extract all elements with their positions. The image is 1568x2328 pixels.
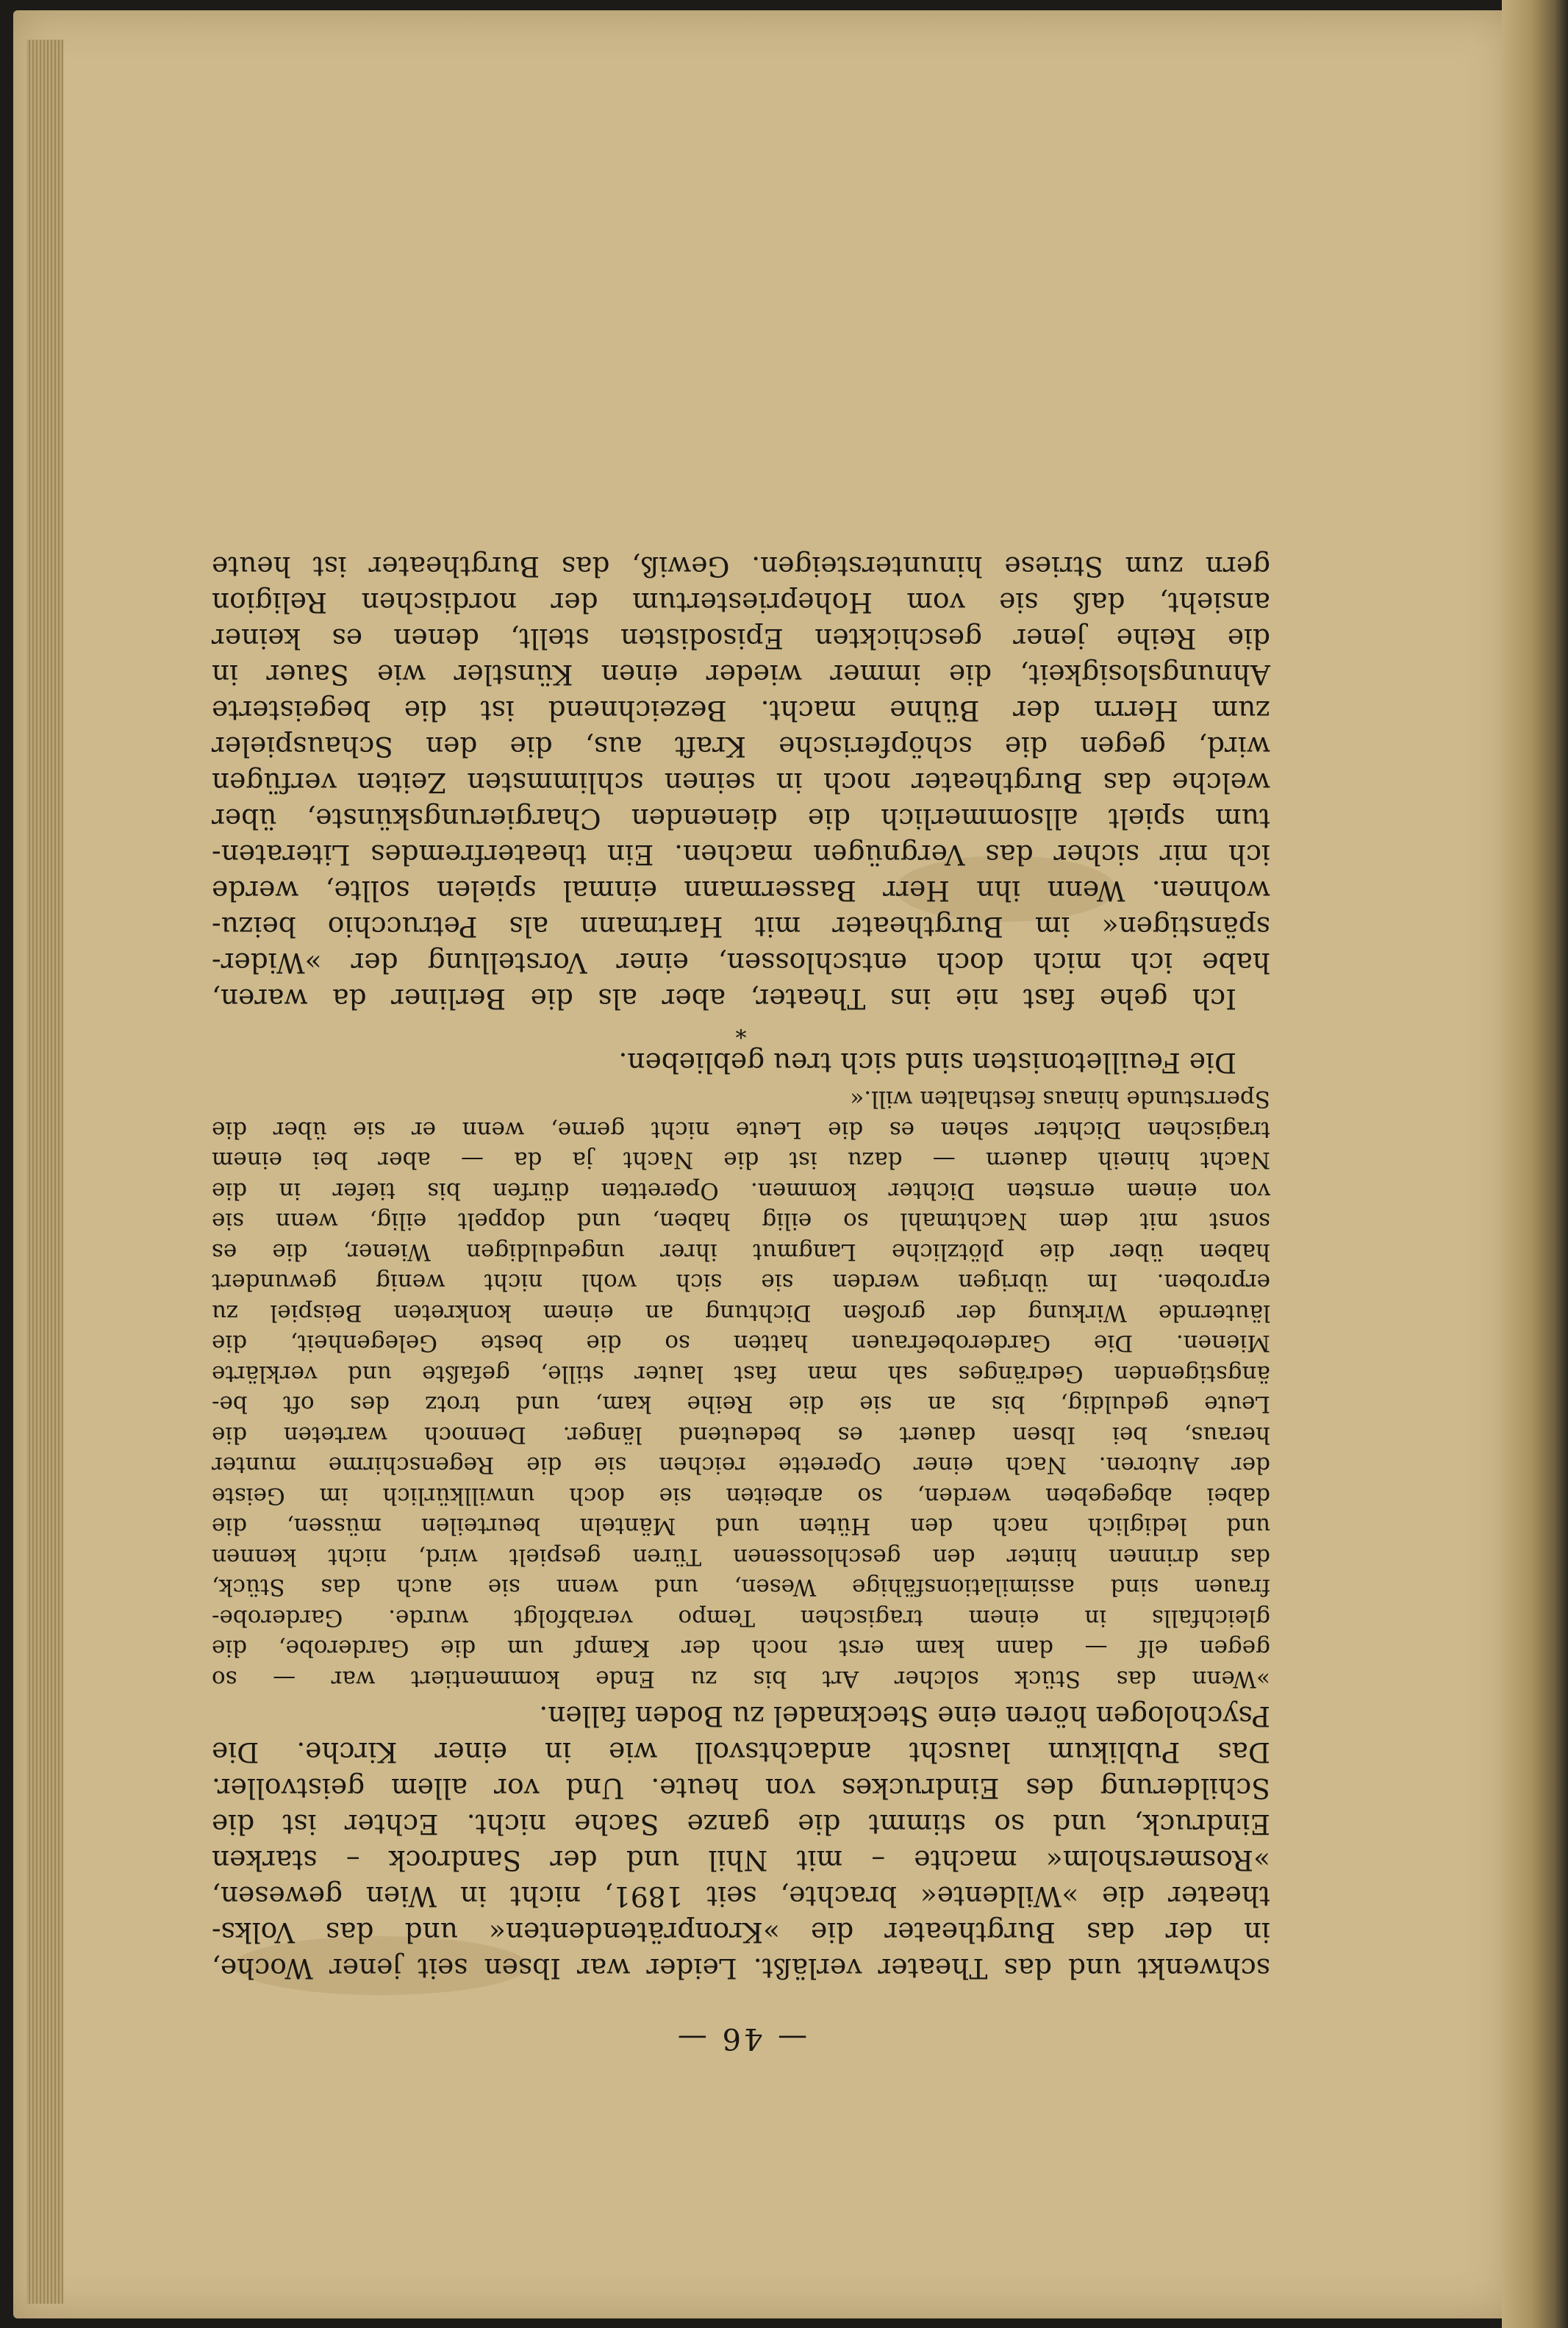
text-line: »Rosmersholm« machte – mit Nhil und der Sandrock – starken <box>212 1844 1270 1877</box>
text-line: heraus, bei Ibsen dauert es bedeutend länger. Dennoch warteten die <box>212 1422 1270 1448</box>
text-line: Nacht hineih dauern — dazu ist die Nacht ja da — aber bei einem <box>212 1147 1270 1174</box>
paragraph-1 <box>212 1698 1270 1986</box>
text-line: spänstigen« im Burgtheater mit Hartmann als Petrucchio beizu- <box>212 911 1270 943</box>
printed-text-block <box>212 276 1270 2055</box>
text-line: Ahnungslosigkeit, die immer wieder einen Künstler wie Sauer in <box>212 659 1270 691</box>
text-line: schwenkt und das Theater verläßt. Leider war Ibsen seit jener Woche, <box>212 1952 1270 1985</box>
text-line: tum spielt allsommerlich die dienenden Chargierungskünste, über <box>212 803 1270 835</box>
text-line: tragischen Dichter sehen es die Leute nicht gerne, wenn er sie über die <box>212 1117 1270 1143</box>
section-separator: * <box>735 1017 747 1042</box>
text-line: in der das Burgtheater die »Kronprätendenten« und das Volks- <box>212 1916 1270 1949</box>
text-line: Das Publikum lauscht andachtsvoll wie in einer Kirche. Die <box>212 1736 1270 1769</box>
text-line: theater die »Wildente« brachte, seit 1891, nicht in Wien gewesen, <box>212 1880 1270 1913</box>
text-line: wohnen. Wenn ihn Herr Bassermann einmal spielen sollte, werde <box>212 875 1270 907</box>
book-page <box>13 10 1513 2318</box>
closing-line-paragraph <box>212 1045 1270 1081</box>
text-line: die Reihe jener geschickten Episodisten stellt, denen es keiner <box>212 623 1270 655</box>
text-line: sonst mit dem Nachtmahl so eilig haben, und doppelt eilig, wenn sie <box>212 1208 1270 1235</box>
book-binding-edge <box>1502 0 1568 2328</box>
text-line: »Wenn das Stück solcher Art bis zu Ende kommentiert war — so <box>212 1666 1270 1692</box>
text-line: Psychologen hören eine Stecknadel zu Boden fallen. <box>539 1700 1270 1733</box>
text-line: Eindruck, und so stimmt die ganze Sache nicht. Echter ist die <box>212 1808 1270 1841</box>
text-line: Leute geduldig, bis an sie die Reihe kam, und trotz des oft be- <box>212 1391 1270 1418</box>
text-line: ansieht, daß sie vom Hohepriestertum der nordischen Religion <box>212 587 1270 619</box>
text-line: dabei abgegeben werden, so arbeiten sie doch unwillkürlich im Geiste <box>212 1483 1270 1509</box>
text-line: frauen sind assimilationsfähige Wesen, und wenn sie auch das Stück, <box>212 1574 1270 1601</box>
text-line: zum Herrn der Bühne macht. Bezeichnend ist die begeisterte <box>212 695 1270 727</box>
quoted-paragraph <box>212 1084 1270 1694</box>
text-line: welche das Burgtheater noch in seinen schlimmsten Zeiten verfügen <box>212 767 1270 799</box>
paragraph-2 <box>212 548 1270 1017</box>
text-line: ängstigenden Gedränges sah man fast lauter stille, gefaßte und verklärte <box>212 1361 1270 1387</box>
text-line: ich mir sicher das Vergnügen machen. Ein theaterfremdes Literaten- <box>212 839 1270 871</box>
text-line: das drinnen hinter den geschlossenen Türen gespielt wird, nicht kennen <box>212 1544 1270 1570</box>
text-line: gegen elf — dann kam erst noch der Kampf um die Garderobe, die <box>212 1635 1270 1662</box>
text-line: erproben. Im übrigen werden sie sich wohl nicht wenig gewundert <box>212 1269 1270 1296</box>
text-line: habe ich mich doch entschlossen, einer Vorstellung der »Wider- <box>212 947 1270 979</box>
page-edges <box>26 40 63 2304</box>
text-line: Schilderung des Eindruckes von heute. Und vor allem geistvoller. <box>212 1772 1270 1805</box>
text-line: der Autoren. Nach einer Operette reichen sie die Regenschirme munter <box>212 1452 1270 1479</box>
text-line: wird, gegen die schöpferische Kraft aus, die den Schauspieler <box>212 731 1270 763</box>
text-line: Sperrstunde hinaus festhalten will.« <box>850 1086 1270 1113</box>
text-line: und lediglich nach den Hüten und Mänteln beurteilen müssen, die <box>212 1513 1270 1540</box>
text-line: Mienen. Die Garderobefrauen hatten so die beste Gelegenheit, die <box>212 1330 1270 1357</box>
text-line: gern zum Striese hinuntersteigen. Gewiß, das Burgtheater ist heute <box>212 551 1270 583</box>
text-line: gleichfalls in einem tragischen Tempo verabfolgt wurde. Garderobe- <box>212 1605 1270 1631</box>
page-number: — 46 — <box>674 2021 808 2055</box>
closing-line: Die Feuilletonisten sind sich treu geblieben. <box>618 1047 1236 1079</box>
text-line: läuternde Wirkung der großen Dichtung an einem konkreten Beispiel zu <box>212 1300 1270 1326</box>
text-line: haben über die plötzliche Langmut ihrer ungeduldigen Wiener, die es <box>212 1239 1270 1265</box>
text-line: von einem ernsten Dichter kommen. Operetten dürfen bis tiefer in die <box>212 1178 1270 1204</box>
text-line: Ich gehe fast nie ins Theater, aber als die Berliner da waren, <box>212 983 1236 1015</box>
